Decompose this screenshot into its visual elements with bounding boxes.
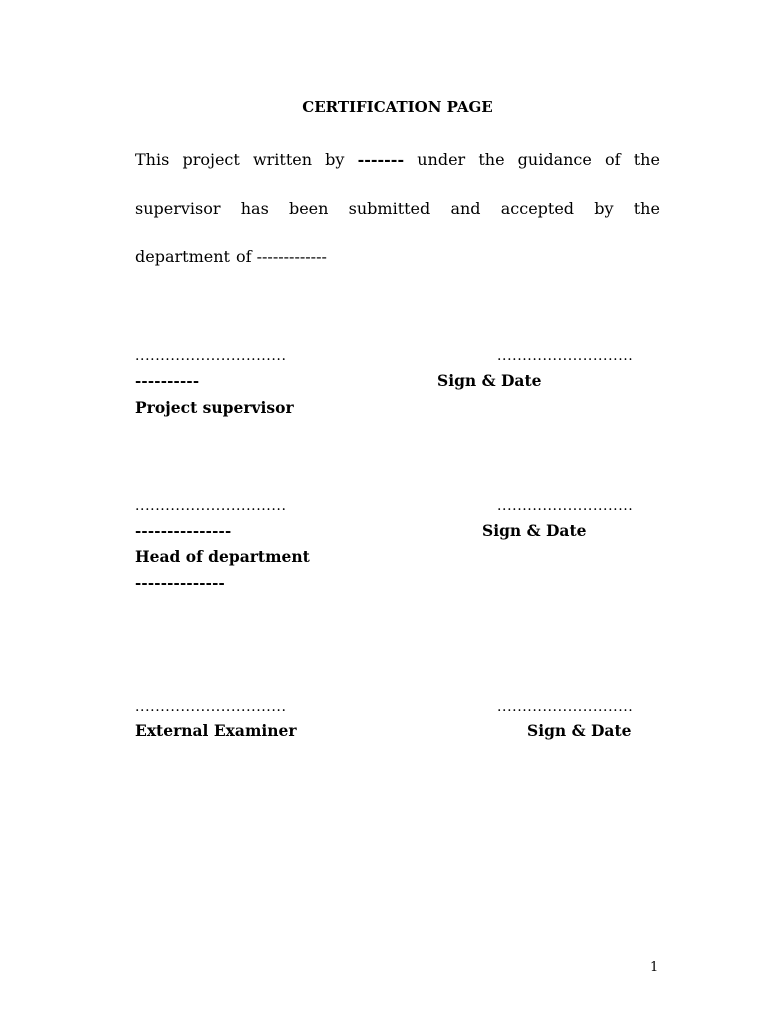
hod-sign-date-label: Sign & Date: [482, 521, 587, 540]
word: the: [633, 198, 660, 218]
supervisor-name-placeholder: ----------: [135, 372, 200, 390]
hod-role-label: Head of department: [135, 547, 310, 566]
word: the: [478, 150, 505, 169]
department-placeholder: of -------------: [235, 247, 327, 266]
page-number: 1: [650, 960, 659, 975]
hod-extra-placeholder: --------------: [135, 574, 225, 592]
word: been: [288, 198, 329, 218]
paragraph-line-1: [135, 148, 660, 172]
word: and: [450, 198, 481, 218]
examiner-role-label: External Examiner: [135, 721, 297, 740]
examiner-sign-dotted-line: ...........................: [497, 699, 634, 715]
word: has: [240, 198, 269, 218]
hod-name-placeholder: ---------------: [135, 522, 232, 540]
supervisor-name-dotted-line: ..............................: [135, 348, 287, 364]
word: the: [633, 150, 660, 169]
certification-paragraph: [135, 148, 660, 294]
author-placeholder: -------: [357, 150, 405, 169]
word: written: [252, 150, 313, 169]
word: by: [325, 150, 345, 169]
word: This: [135, 150, 170, 169]
word: under: [417, 150, 466, 169]
word: accepted: [500, 198, 575, 218]
paragraph-line-3: [135, 245, 660, 269]
hod-name-dotted-line: ..............................: [135, 498, 287, 514]
word: by: [594, 198, 614, 218]
hod-sign-dotted-line: ...........................: [497, 498, 634, 514]
examiner-sign-date-label: Sign & Date: [527, 721, 632, 740]
supervisor-sign-date-label: Sign & Date: [437, 371, 542, 390]
word: supervisor: [135, 198, 221, 218]
supervisor-role-label: Project supervisor: [135, 398, 294, 417]
word: guidance: [517, 150, 592, 169]
word: project: [182, 150, 240, 169]
paragraph-line-2: [135, 197, 660, 221]
examiner-name-dotted-line: ..............................: [135, 699, 287, 715]
word: submitted: [348, 198, 431, 218]
supervisor-sign-dotted-line: ...........................: [497, 348, 634, 364]
word: department: [135, 247, 230, 266]
word: of: [605, 150, 621, 169]
page-title: CERTIFICATION PAGE: [302, 98, 493, 116]
